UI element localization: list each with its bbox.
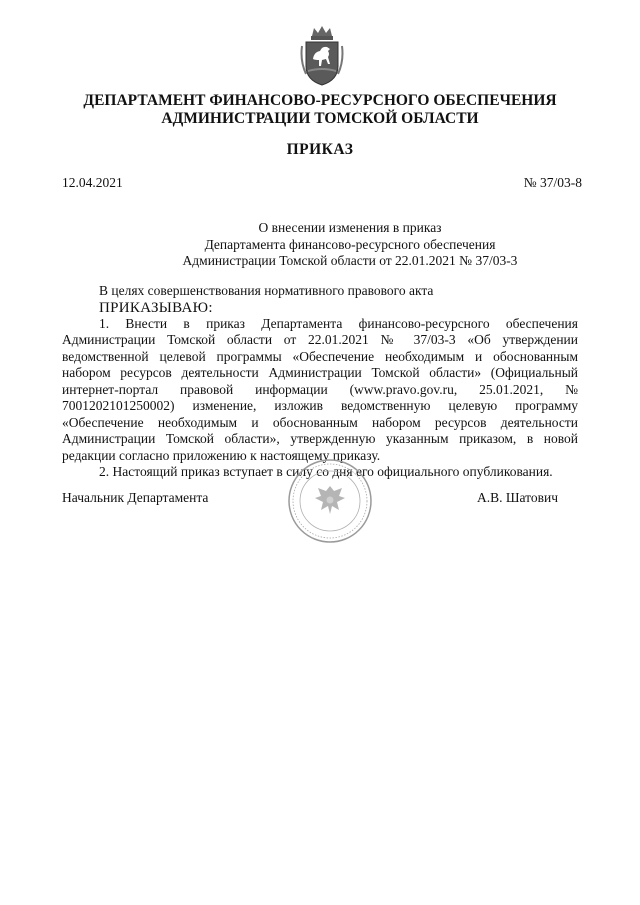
organization-name xyxy=(40,92,600,128)
order-word: ПРИКАЗЫВАЮ: xyxy=(99,299,213,316)
org-line-1: ДЕПАРТАМЕНТ ФИНАНСОВО-РЕСУРСНОГО ОБЕСПЕЧЕНИЯ xyxy=(83,92,557,109)
coat-of-arms-icon xyxy=(300,26,344,86)
signatory-position: Начальник Департамента xyxy=(62,490,209,505)
order-item-2: 2. Настоящий приказ вступает в силу со дня его официального опубликования. xyxy=(99,464,553,479)
document-body xyxy=(62,283,578,481)
subject-line-2: Департамента финансово-ресурсного обеспечения xyxy=(204,236,496,252)
org-line-2: АДМИНИСТРАЦИИ ТОМСКОЙ ОБЛАСТИ xyxy=(161,110,479,127)
subject-line-1: О внесении изменения в приказ xyxy=(258,220,442,235)
document-subject xyxy=(150,220,550,270)
subject-line-3: Администрации Томской области от 22.01.2021 № 37/03-3 xyxy=(182,253,518,268)
signatory-name: А.В. Шатович xyxy=(477,490,558,505)
document-number: № 37/03-8 xyxy=(523,175,582,190)
official-seal-icon xyxy=(287,458,373,544)
preamble: В целях совершенствования нормативного правового акта xyxy=(99,283,434,298)
document-type-title: ПРИКАЗ xyxy=(286,141,354,158)
document-date: 12.04.2021 xyxy=(62,175,123,190)
order-item-1: 1. Внести в приказ Департамента финансово-ресурсного обеспечения Администрации Томской области от 22.01.2021 № 37/03-3 «Об утверждении ведомственной целевой программы «Обеспечение необходимым и обоснованным набором ресурсов деятельности Администрации Томской области» (Официальный интернет-портал правовой информации (www.pravo.gov.ru, 25.01.2021, № 7001202101250002) изменение, изложив ведомственную целевую программу «Обеспечение необходимым и обоснованным набором ресурсов деятельности Администрации Томской области», утвержденную указанным приказом, в новой редакции согласно приложению к настоящему приказу. xyxy=(62,315,578,463)
